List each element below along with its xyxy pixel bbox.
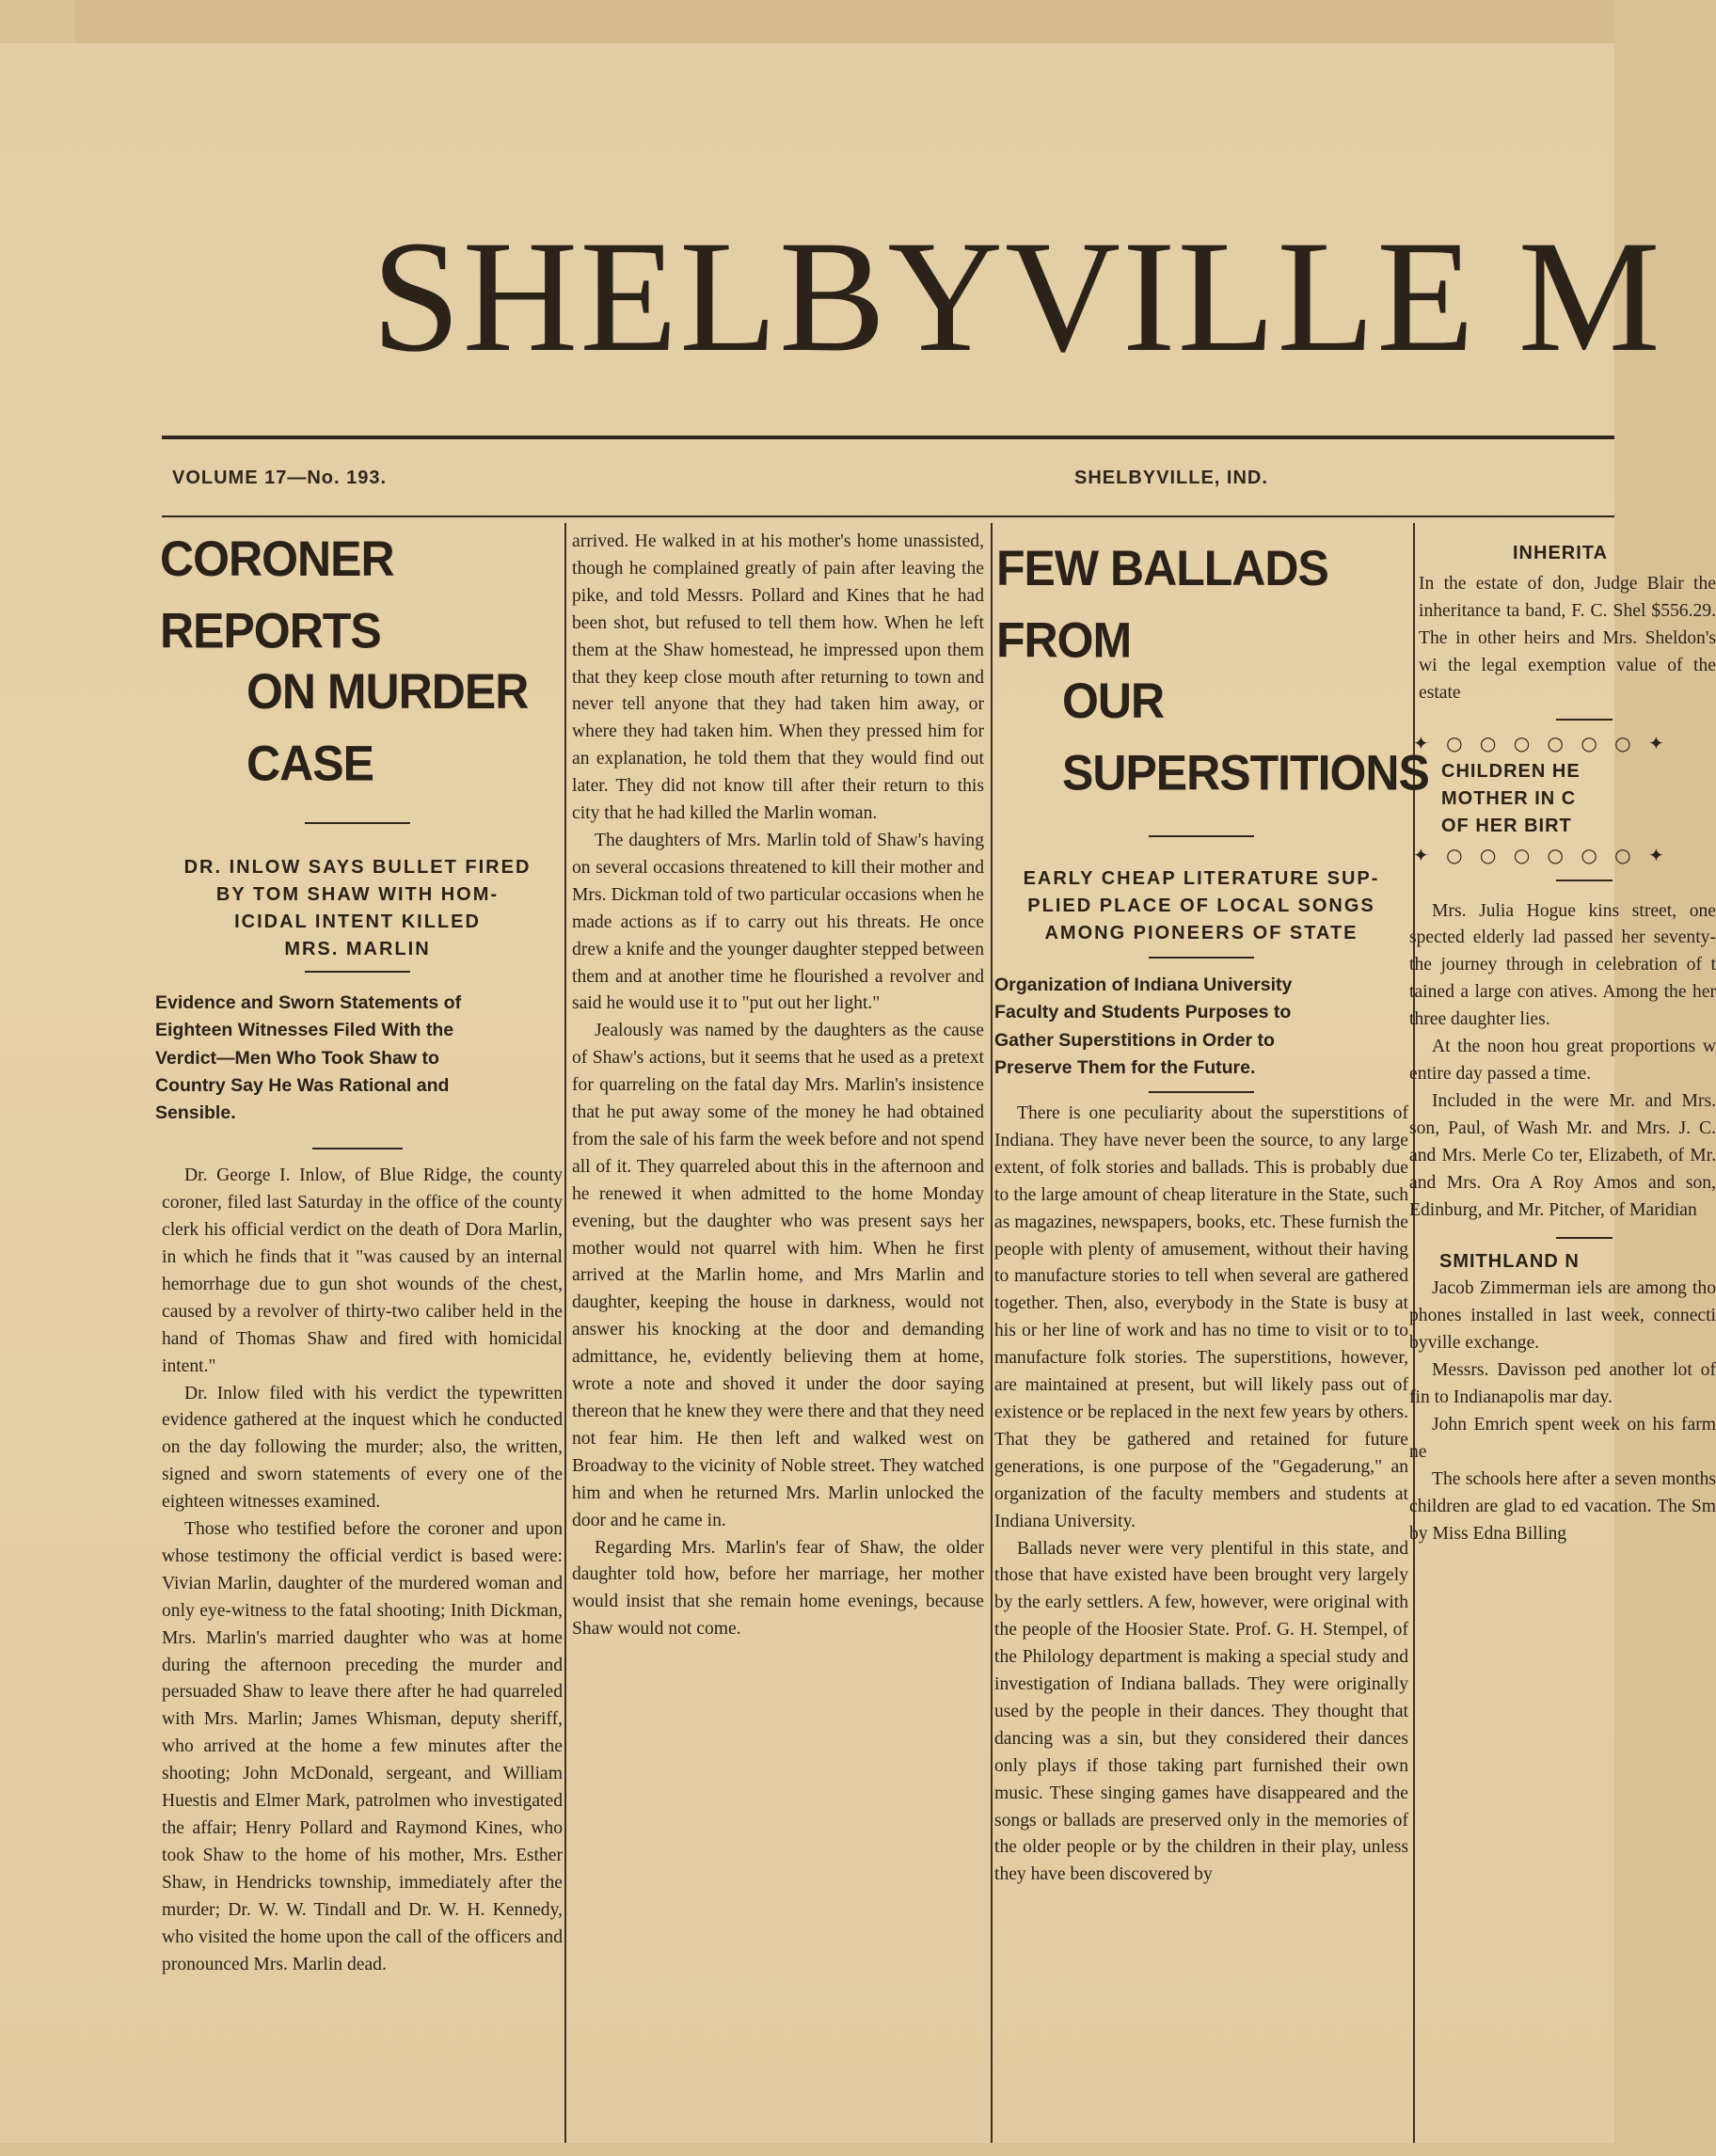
column-rule: [991, 523, 993, 2143]
column-4: [1406, 540, 1716, 2156]
hogue-paragraph: Included in the were Mr. and Mrs. son, Paul, of Wash Mr. and Mrs. J. C. and Mrs. Merle Co ter, Elizabeth, of Mr. and Mrs. Ora A Roy Amos and son, Edinburg, and Mr. Pitcher, of Maridian: [1409, 1090, 1716, 1220]
article2-body: [994, 1101, 1408, 1889]
volume-number: VOLUME 17—No. 193.: [172, 468, 388, 488]
column-rule: [564, 523, 566, 2143]
dateline-rule: [162, 515, 1614, 517]
separator-rule: [305, 822, 410, 824]
children-headline: CHILDREN HE MOTHER IN C OF HER BIRT: [1441, 760, 1581, 836]
continued-paragraph: Jealously was named by the daughters as the cause of Shaw's actions, but it seems that he used as a pretext for quarreling on the fatal day Mrs. Marlin's insistence that he put away some of the money he had obtained from the sale of his farm the week before and not spend all of it. They quarreled about this in the afternoon and he renewed it when admitted to the home Monday evening, but the daughter who was present says her mother would not quarrel with him. When he first arrived at the Marlin home, and Mrs Marlin and daughter, keeping the house in darkness, would not answer his knocking at the door and demanding admittance, he, evidently believing them at home, wrote a note and shoved it under the door saying thereon that he knew they were there and that they need not fear him. He then left and walked west on Broadway to the vicinity of Noble street. They watched him and when he returned Mrs. Marlin unlocked the door and he came in.: [572, 1021, 984, 1530]
separator-rule: [305, 971, 410, 973]
masthead-rule: [162, 436, 1614, 439]
column-2: [572, 529, 984, 2145]
separator-rule: [312, 1148, 403, 1149]
column-1: [152, 527, 563, 2143]
article2-headline-line2: OUR SUPERSTITIONS: [1062, 673, 1429, 801]
continued-paragraph: arrived. He walked in at his mother's home unassisted, though he complained greatly of pain after leaving the pike, and told Messrs. Pollard and Kines that he had been shot, but refused to tell them how. When he left them at the Shaw homestead, he impressed upon them that they keep close mouth after returning to town and never tell anyone that they had taken him away, or where they had taken him. When they pressed him for an explanation, he told them that they would find out later. They did not know till after their return to this city that he had killed the Marlin woman.: [572, 531, 984, 824]
smithland-article-body: [1406, 1276, 1716, 1547]
continued-paragraph: Regarding Mrs. Marlin's fear of Shaw, the older daughter told how, before her marriage, her mother would insist that she remain home evenings, because Shaw would not come.: [572, 1537, 984, 1640]
article2-subdeck: Organization of Indiana University Faculty and Students Purposes to Gather Superstitions in Order to Preserve Them for the Future.: [994, 975, 1293, 1078]
separator-rule: [1556, 880, 1613, 881]
article1-paragraph: Dr. Inlow filed with his verdict the typewritten evidence gathered at the inquest which he conducted on the day following the murder; also, the written, signed and sworn statements of every one of the eighteen witnesses examined.: [162, 1383, 563, 1513]
article1-continued-body: [572, 529, 984, 1643]
hogue-article-body: [1406, 898, 1716, 1225]
article2-deck: EARLY CHEAP LITERATURE SUP- PLIED PLACE OF LOCAL SONGS AMONG PIONEERS OF STATE: [1023, 868, 1380, 943]
separator-rule: [1556, 719, 1613, 721]
article1-subdeck: Evidence and Sworn Statements of Eighteen Witnesses Filed With the Verdict—Men Who Took Shaw to Country Say He Was Rational and Sensible.: [155, 992, 462, 1123]
separator-rule: [1556, 1237, 1613, 1239]
article1-headline-line1: CORONER REPORTS: [160, 531, 394, 658]
smithland-paragraph: John Emrich spent week on his farm ne: [1409, 1414, 1716, 1462]
inheritance-headline: INHERITA: [1513, 543, 1608, 563]
separator-rule: [1149, 1091, 1254, 1093]
ornament-dots: ✦ ○ ○ ○ ○ ○ ○ ✦: [1413, 843, 1670, 866]
ornament-dots: ✦ ○ ○ ○ ○ ○ ○ ✦: [1413, 731, 1670, 754]
article1-deck: DR. INLOW SAYS BULLET FIRED BY TOM SHAW WITH HOM- ICIDAL INTENT KILLED MRS. MARLIN: [183, 857, 532, 959]
hogue-paragraph: Mrs. Julia Hogue kins street, one spected elderly lad passed her seventy- the journey through in celebration of t tained a large con atives. Among the her three daughter lies.: [1409, 900, 1716, 1030]
article1-paragraph: Dr. George I. Inlow, of Blue Ridge, the county coroner, filed last Saturday in the office of the county clerk his official verdict on the death of Dora Marlin, in which he finds that it "was caused by an internal hemorrhage due to gun shot wounds of the chest, caused by a revolver of thirty-two caliber held in the hand of Thomas Shaw and fired with homicidal intent.": [162, 1165, 563, 1376]
article1-paragraph: Those who testified before the coroner and upon whose testimony the official verdict is based were: Vivian Marlin, daughter of the murdered woman and only eye-witness to the fatal shooting; Inith Dickman, Mrs. Marlin's married daughter who was at home during the afternoon preceding the murder and persuaded Shaw to leave there after he had quarreled with Mrs. Marlin; James Whisman, deputy sheriff, who arrived at the home a few minutes after the shooting; John McDonald, sergeant, and William Huestis and Elmer Mark, patrolmen who investigated the affair; Henry Pollard and Raymond Kines, who took Shaw to the home of his mother, Mrs. Esther Shaw, in Hendricks township, immediately after the murder; Dr. W. W. Tindall and Dr. W. H. Kennedy, who visited the home upon the call of the officers and pronounced Mrs. Marlin dead.: [162, 1519, 563, 1974]
smithland-paragraph: Jacob Zimmerman iels are among tho phones installed in last week, connecti byville exchange.: [1409, 1278, 1716, 1354]
masthead-title: SHELBYVILLE M: [372, 208, 1662, 385]
article2-paragraph: There is one peculiarity about the superstitions of Indiana. They have never been the source, to any large extent, of folk stories and ballads. This is probably due to the large amount of cheap literature in the State, such as magazines, newspapers, books, etc. These furnish the people with plenty of amusement, without their having to manufacture stories to tell when several are gathered together. Then, also, everybody in the State is busy at his or her line of work and has no time to visit or to to manufacture folk stories. The superstitions, however, are maintained at present, but will likely pass out of existence or be replaced in the next few years by others. That they be gathered and retained for future generations, is one purpose of the "Gegaderung," an organization of the faculty members and students at Indiana University.: [994, 1103, 1408, 1531]
article1-body: [152, 1163, 563, 1978]
smithland-paragraph: The schools here after a seven months children are glad to ed vacation. The Sm by Miss Edna Billing: [1409, 1468, 1716, 1544]
hogue-paragraph: At the noon hou great proportions w entire day passed a time.: [1409, 1037, 1716, 1084]
smithland-headline: SMITHLAND N: [1439, 1251, 1580, 1273]
article2-headline-line1: FEW BALLADS FROM: [996, 540, 1328, 668]
article2-paragraph: Ballads never were very plentiful in this state, and those that have existed have been brought very largely by the early settlers. A few, however, were original with the people of the Hoosier State. Prof. G. H. Stempel, of the Philology department is making a special study and investigation of Indiana ballads. They were originally used by the people in their dances. They thought that dancing was a sin, but they considered their dances only plays if those taking part furnished their own music. These singing games have disappeared and the songs or ballads are preserved only in the memories of the older people or by the children in their play, unless they have been discovered by: [994, 1538, 1408, 1885]
smithland-paragraph: Messrs. Davisson ped another lot of fin to Indianapolis mar day.: [1409, 1360, 1716, 1408]
continued-paragraph: The daughters of Mrs. Marlin told of Shaw's having on several occasions threatened to kill their mother and Mrs. Dickman told of two particular occasions when he made actions as if to carry out his threats. He once drew a knife and the younger daughter stepped between them and at another time he flourished a revolver and said he would use it to "put out her light.": [572, 830, 984, 1014]
article1-headline-line2: ON MURDER CASE: [246, 663, 529, 791]
separator-rule: [1149, 835, 1254, 837]
separator-rule: [1149, 957, 1254, 959]
column-3: [994, 536, 1429, 2152]
inheritance-text: In the estate of don, Judge Blair the inheritance ta band, F. C. Shel $556.29. The in other heirs and Mrs. Sheldon's wi the legal exemption value of the estate: [1419, 574, 1716, 703]
dateline-place: SHELBYVILLE, IND.: [1074, 468, 1268, 488]
